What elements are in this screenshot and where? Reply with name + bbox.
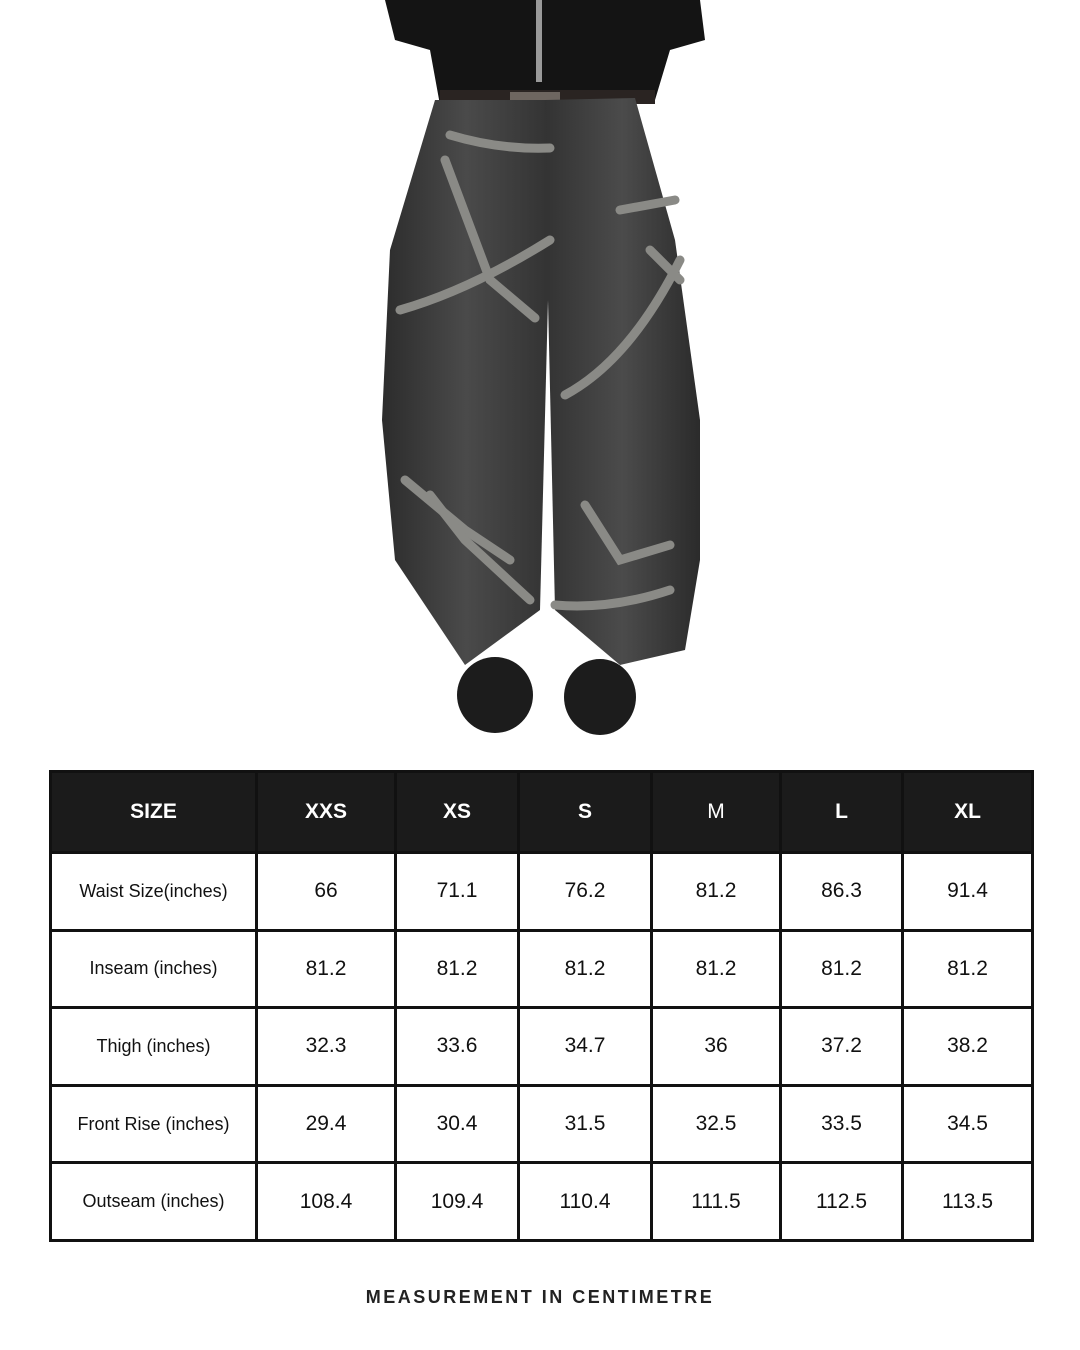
header-l: L bbox=[781, 772, 903, 853]
row-label: Thigh (inches) bbox=[51, 1008, 257, 1086]
table-cell: 109.4 bbox=[396, 1163, 519, 1241]
table-cell: 91.4 bbox=[903, 853, 1033, 931]
table-cell: 81.2 bbox=[519, 930, 652, 1008]
table-cell: 81.2 bbox=[396, 930, 519, 1008]
table-cell: 81.2 bbox=[652, 930, 781, 1008]
row-label: Waist Size(inches) bbox=[51, 853, 257, 931]
table-cell: 81.2 bbox=[652, 853, 781, 931]
table-cell: 108.4 bbox=[257, 1163, 396, 1241]
table-cell: 34.7 bbox=[519, 1008, 652, 1086]
header-xl: XL bbox=[903, 772, 1033, 853]
table-cell: 66 bbox=[257, 853, 396, 931]
table-cell: 110.4 bbox=[519, 1163, 652, 1241]
table-cell: 31.5 bbox=[519, 1085, 652, 1163]
table-cell: 32.5 bbox=[652, 1085, 781, 1163]
table-cell: 32.3 bbox=[257, 1008, 396, 1086]
jeans-illustration bbox=[370, 0, 715, 740]
row-label: Outseam (inches) bbox=[51, 1163, 257, 1241]
table-cell: 33.6 bbox=[396, 1008, 519, 1086]
header-xxs: XXS bbox=[257, 772, 396, 853]
table-cell: 111.5 bbox=[652, 1163, 781, 1241]
row-label: Inseam (inches) bbox=[51, 930, 257, 1008]
table-cell: 36 bbox=[652, 1008, 781, 1086]
table-cell: 81.2 bbox=[903, 930, 1033, 1008]
table-cell: 81.2 bbox=[257, 930, 396, 1008]
table-cell: 38.2 bbox=[903, 1008, 1033, 1086]
size-chart-table bbox=[49, 770, 1034, 1242]
table-cell: 81.2 bbox=[781, 930, 903, 1008]
table-cell: 113.5 bbox=[903, 1163, 1033, 1241]
measurement-note: MEASUREMENT IN CENTIMETRE bbox=[365, 1287, 715, 1307]
table-row bbox=[51, 1085, 1033, 1163]
header-xs: XS bbox=[396, 772, 519, 853]
table-row bbox=[51, 1163, 1033, 1241]
header-s: S bbox=[519, 772, 652, 853]
product-photo bbox=[370, 0, 715, 740]
table-row bbox=[51, 930, 1033, 1008]
table-cell: 86.3 bbox=[781, 853, 903, 931]
row-label: Front Rise (inches) bbox=[51, 1085, 257, 1163]
table-cell: 71.1 bbox=[396, 853, 519, 931]
table-row bbox=[51, 853, 1033, 931]
table-cell: 76.2 bbox=[519, 853, 652, 931]
table-row bbox=[51, 1008, 1033, 1086]
table-cell: 112.5 bbox=[781, 1163, 903, 1241]
table-cell: 33.5 bbox=[781, 1085, 903, 1163]
header-m: M bbox=[652, 772, 781, 853]
table-cell: 29.4 bbox=[257, 1085, 396, 1163]
table-cell: 37.2 bbox=[781, 1008, 903, 1086]
table-cell: 30.4 bbox=[396, 1085, 519, 1163]
table-cell: 34.5 bbox=[903, 1085, 1033, 1163]
header-size: SIZE bbox=[51, 772, 257, 853]
table-header-row bbox=[51, 772, 1033, 853]
